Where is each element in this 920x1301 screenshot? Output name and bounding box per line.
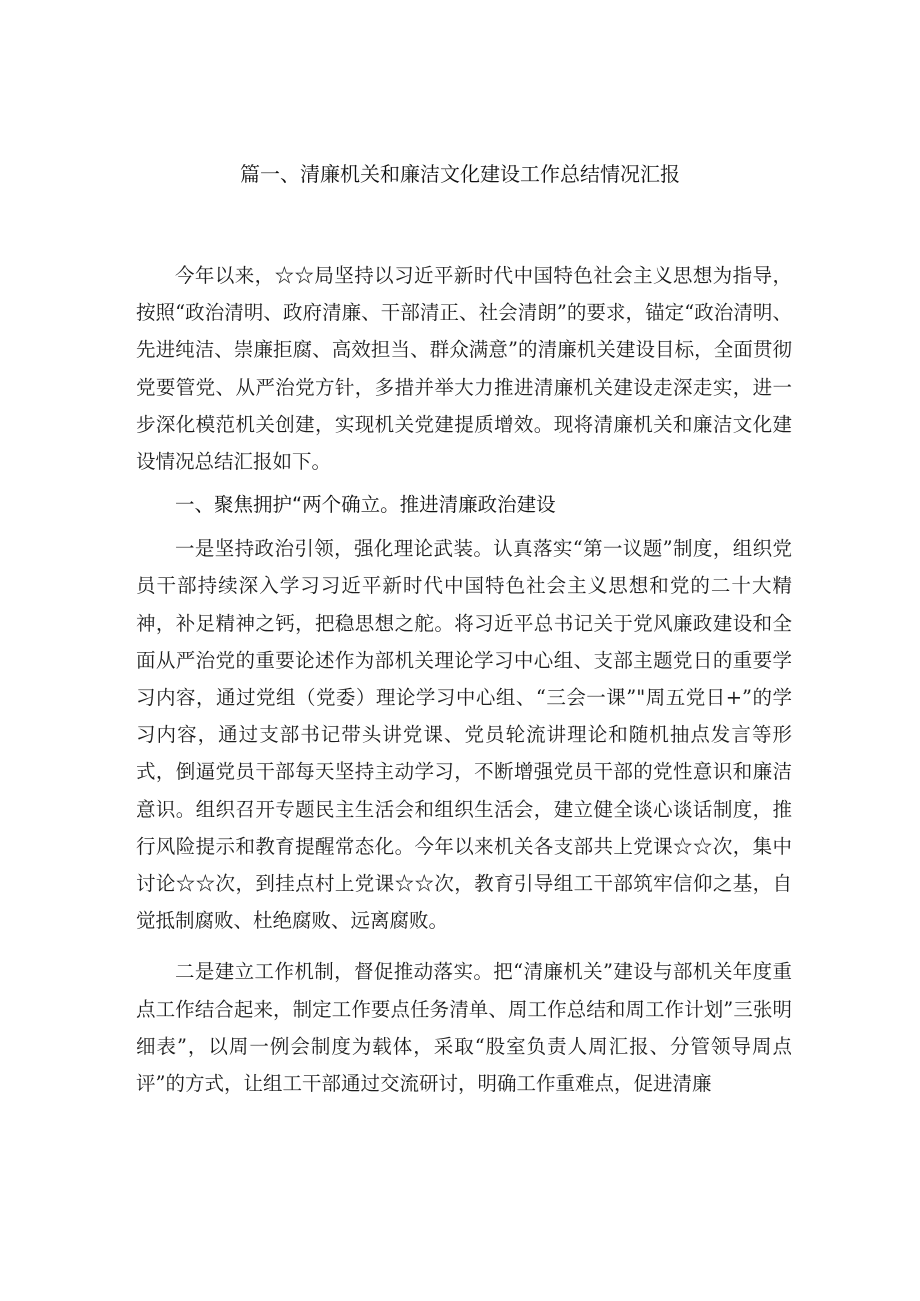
section-paragraph-1: 一是坚持政治引领，强化理论武装。认真落实“第一议题”制度，组织党员干部持续深入学习习近平新时代中国特色社会主义思想和党的二十大精神，补足精神之钙，把稳思想之舵。将习近平总书记关于党风廉政建设和全面从严治党的重要论述作为部机关理论学习中心组、支部主题党日的重要学习内容，通过党组（党委）理论学习中心组、“三会一课”"周五党日+”的学习内容，通过支部书记带头讲党课、党员轮流讲理论和随机抽点发言等形式，倒逼党员干部每天坚持主动学习，不断增强党员干部的党性意识和廉洁意识。组织召开专题民主生活会和组织生活会，建立健全谈心谈话制度，推行风险提示和教育提醒常态化。今年以来机关各支部共上党课☆☆次，集中讨论☆☆次，到挂点村上党课☆☆次，教育引导组工干部筑牢信仰之基，自觉抵制腐败、杜绝腐败、远离腐败。 — [136, 537, 792, 933]
section-heading: 一、聚焦拥护“两个确立。推进清廉政治建设 — [175, 493, 556, 517]
document-body — [136, 257, 792, 1102]
intro-paragraph: 今年以来，☆☆局坚持以习近平新时代中国特色社会主义思想为指导，按照“政治清明、政府清廉、干部清正、社会清朗”的要求，锚定“政治清明、先进纯洁、崇廉拒腐、高效担当、群众满意”的清廉机关建设目标，全面贯彻党要管党、从严治党方针，多措并举大力推进清廉机关建设走深走实，进一步深化模范机关创建，实现机关党建提质增效。现将清廉机关和廉洁文化建设情况总结汇报如下。 — [136, 264, 792, 474]
section-paragraph-2: 二是建立工作机制，督促推动落实。把“清廉机关”建设与部机关年度重点工作结合起来，制定工作要点任务清单、周工作总结和周工作计划”三张明细表”，以周一例会制度为载体，采取“股室负责人周汇报、分管领导周点评”的方式，让组工干部通过交流研讨，明确工作重难点，促进清廉 — [136, 960, 792, 1096]
document-title: 篇一、清廉机关和廉洁文化建设工作总结情况汇报 — [240, 162, 680, 186]
